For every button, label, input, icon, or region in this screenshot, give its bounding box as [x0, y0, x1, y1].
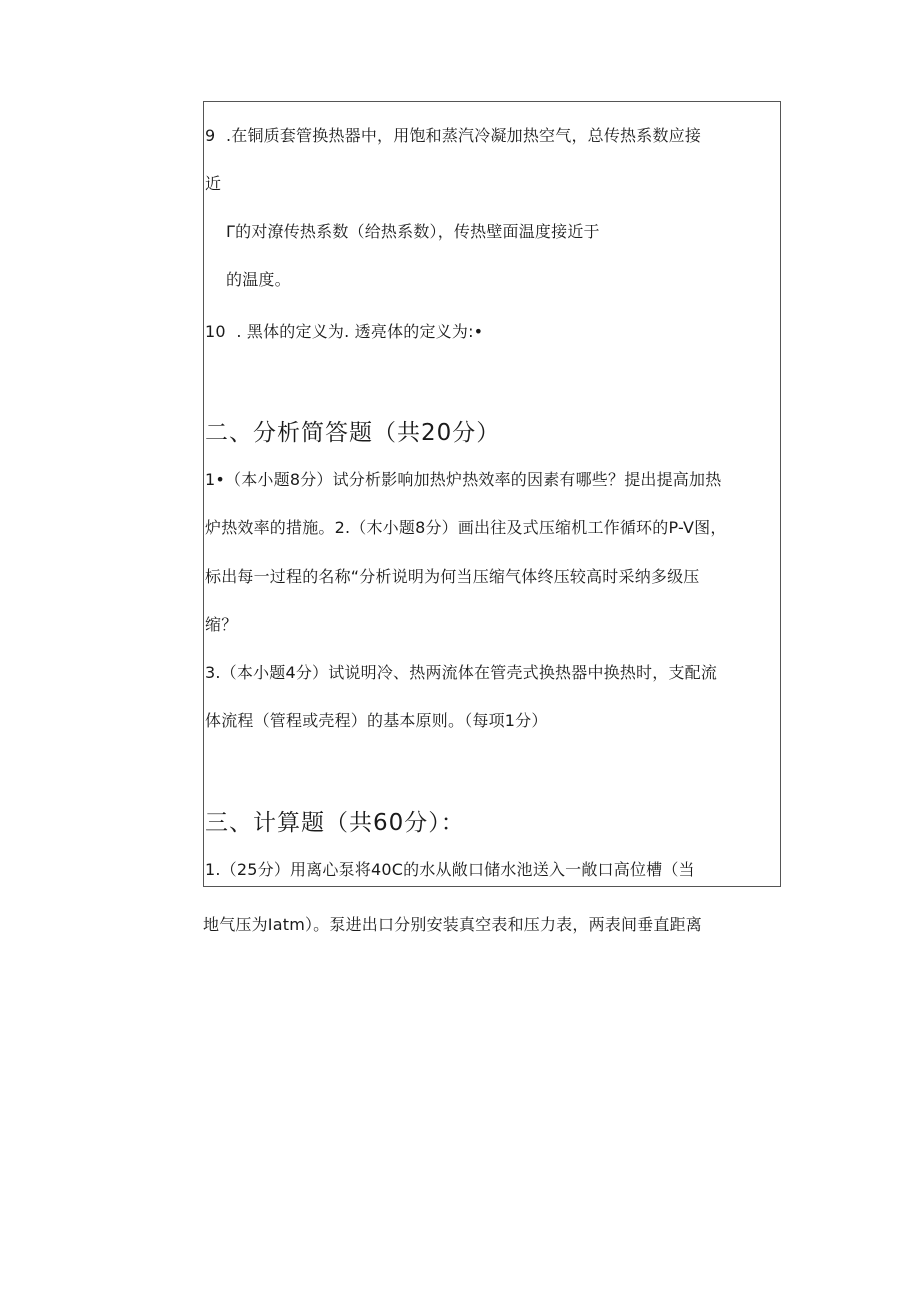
- question-frame: [203, 101, 781, 887]
- short-answer-q1-line-1: 1•（本小题8分）试分析影响加热炉热效率的因素有哪些？提出提高加热: [205, 470, 722, 489]
- short-answer-q1-line-2: 炉热效率的措施。2.（木小题8分）画出往及式压缩机工作循环的P-V图，: [205, 518, 727, 537]
- short-answer-q1-line-4: 缩？: [205, 615, 238, 634]
- calculation-q1-line-2: 地气压为Iatm）。泵进出口分别安装真空表和压力表，两表间垂直距离: [203, 915, 702, 934]
- short-answer-q1-line-3: 标出每一过程的名称“分析说明为何当压缩气体终压较高时采纳多级压: [205, 567, 700, 586]
- short-answer-q3-line-1: 3.（本小题4分）试说明冷、热两流体在管壳式换热器中换热时，支配流: [205, 663, 718, 682]
- question-9-line-2: 近: [205, 174, 222, 193]
- short-answer-q3-line-2: 体流程（管程或壳程）的基本原则。（每项1分）: [205, 711, 548, 730]
- question-9-line-1: 9 .在铜质套管换热器中，用饱和蒸汽冷凝加热空气，总传热系数应接: [205, 126, 702, 145]
- question-9-line-3: Γ的对潦传热系数（给热系数），传热壁面温度接近于: [226, 222, 600, 241]
- question-9-line-4: 的温度。: [226, 270, 291, 289]
- question-10: 10 . 黑体的定义为. 透亮体的定义为:•: [205, 322, 484, 341]
- section-heading-calculation: 三、计算题（共60分）：: [205, 810, 465, 836]
- section-heading-short-answer: 二、分析简答题（共20分）: [205, 420, 501, 446]
- calculation-q1-line-1: 1.（25分）用离心泵将40C的水从敞口储水池送入一敞口高位槽（当: [205, 860, 695, 879]
